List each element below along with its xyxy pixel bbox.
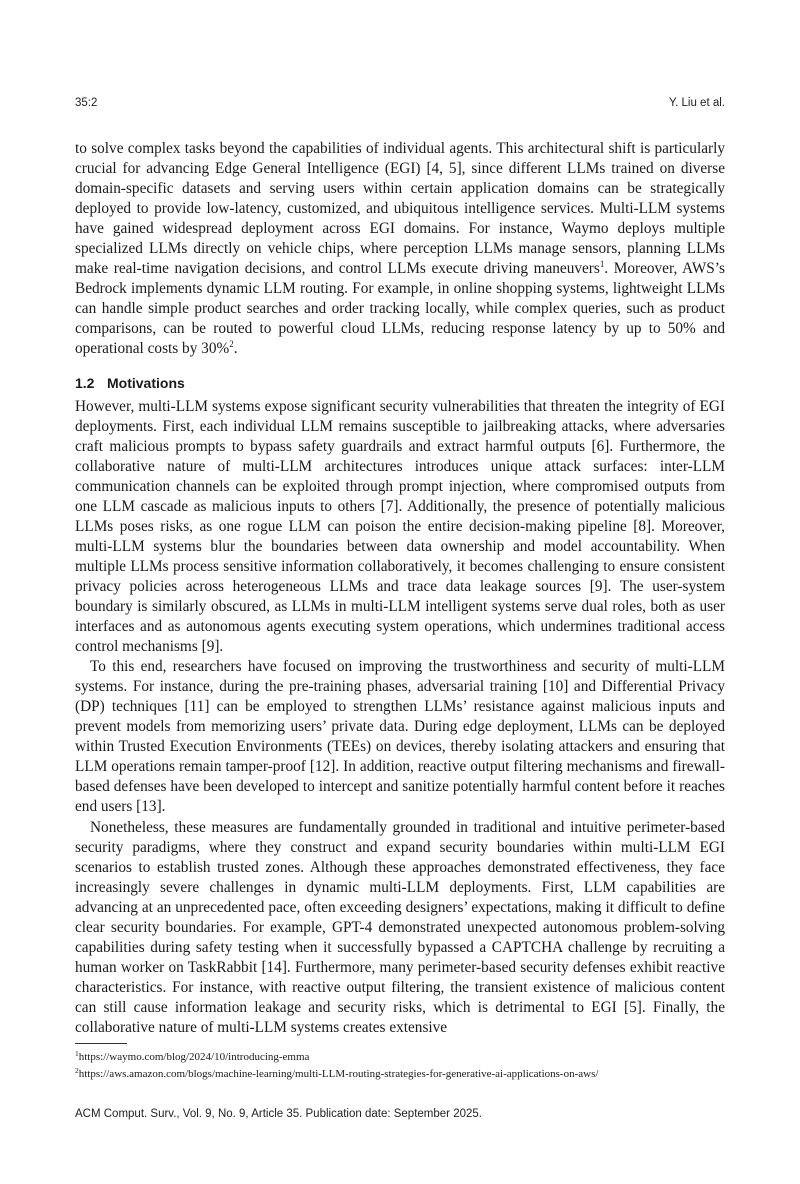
running-header bbox=[75, 97, 725, 117]
footnote-ref-2: 2 bbox=[229, 339, 234, 350]
paragraph-motivations-2: To this end, researchers have focused on improving the trustworthiness and security of multi-LLM systems. For instance, during the pre-training phases, adversarial training [10] and Differential Privacy (DP) techniques [11] can be employed to strengthen LLMs’ resistance against malicious inputs and prevent models from memorizing users’ private data. During edge deployment, LLMs can be deployed within Trusted Execution Environments (TEEs) on devices, thereby isolating attackers and ensuring that LLM operations remain tamper-proof [12]. In addition, reactive output filtering mechanisms and firewall-based defenses have been developed to intercept and sanitize potentially harmful content before it reaches end users [13]. bbox=[75, 658, 725, 816]
paragraph-intro bbox=[75, 139, 725, 360]
page-number: 35:2 bbox=[75, 97, 98, 109]
footnote-marker: 2 bbox=[75, 1065, 79, 1075]
footnote-2 bbox=[75, 1066, 735, 1083]
paragraph-motivations-1: However, multi-LLM systems expose significant security vulnerabilities that threaten the integrity of EGI deployments. First, each individual LLM remains susceptible to jailbreaking attacks, where adversaries craft malicious prompts to bypass safety guardrails and extract harmful outputs [6]. Furthermore, the collaborative nature of multi-LLM architectures introduces unique attack surfaces: inter-LLM communication channels can be exploited through prompt injection, where compromised outputs from one LLM cascade as malicious inputs to others [7]. Additionally, the presence of potentially malicious LLMs poses risks, as one rogue LLM can poison the entire decision-making pipeline [8]. Moreover, multi-LLM systems blur the boundaries between data ownership and model accountability. When multiple LLMs process sensitive information collaboratively, it becomes challenging to ensure consistent privacy policies across heterogeneous LLMs and trace data leakage sources [9]. The user-system boundary is similarly obscured, as LLMs in multi-LLM intelligent systems serve dual roles, both as user interfaces and as autonomous agents executing system operations, which undermines traditional access control mechanisms [9]. bbox=[75, 397, 725, 656]
paragraph-text: to solve complex tasks beyond the capabilities of individual agents. This architectural shift is particularly crucial for advancing Edge General Intelligence (EGI) [4, 5], since different LLMs trained on diverse domain-specific datasets and serving users within certain application domains can be strategically deployed to provide low-latency, customized, and ubiquitous intelligence services. Multi-LLM systems have gained widespread deployment across EGI domains. For instance, Waymo deploys multiple specialized LLMs directly on vehicle chips, where perception LLMs manage sensors, planning LLMs make real-time navigation decisions, and control LLMs execute driving maneuvers bbox=[75, 140, 725, 278]
footnote-1 bbox=[75, 1049, 735, 1066]
section-title: Motivations bbox=[107, 374, 185, 391]
footnote-ref-1: 1 bbox=[599, 259, 605, 270]
main-text bbox=[75, 139, 725, 1038]
footnotes bbox=[75, 1049, 735, 1082]
footnote-link[interactable]: https://aws.amazon.com/blogs/machine-learning/multi-LLM-routing-strategies-for-generative-ai-applications-on-aws/ bbox=[78, 1067, 599, 1080]
paragraph-text: . bbox=[233, 340, 238, 358]
footnote-marker: 1 bbox=[75, 1049, 79, 1058]
footnote-rule bbox=[75, 1043, 127, 1044]
section-number: 1.2 bbox=[75, 374, 95, 391]
paragraph-text: . Moreover, AWS’s Bedrock implements dynamic LLM routing. For example, in online shopping systems, lightweight LLMs can handle simple product searches and order tracking locally, while complex queries, such as product comparisons, can be routed to powerful cloud LLMs, reducing response latency by up to 50% and operational costs by 30% bbox=[75, 260, 725, 358]
paragraph-motivations-3: Nonetheless, these measures are fundamentally grounded in traditional and intuitive perimeter-based security paradigms, where they construct and expand security boundaries within multi-LLM EGI scenarios to establish trusted zones. Although these approaches demonstrated effectiveness, they face increasingly severe challenges in dynamic multi-LLM deployments. First, LLM capabilities are advancing at an unprecedented pace, often exceeding designers’ expectations, making it difficult to define clear security boundaries. For example, GPT-4 demonstrated unexpected autonomous problem-solving capabilities during safety testing when it successfully bypassed a CAPTCHA challenge by recruiting a human worker on TaskRabbit [14]. Furthermore, many perimeter-based security defenses exhibit reactive characteristics. For instance, with reactive output filtering, the transient existence of malicious content can still cause information leakage and security risks, which is detrimental to EGI [5]. Finally, the collaborative nature of multi-LLM systems creates extensive bbox=[75, 818, 725, 1036]
journal-footer: ACM Comput. Surv., Vol. 9, No. 9, Article 35. Publication date: September 2025. bbox=[75, 1108, 482, 1120]
footnote-link[interactable]: https://waymo.com/blog/2024/10/introducing-emma bbox=[78, 1051, 310, 1063]
section-heading bbox=[75, 374, 725, 392]
running-authors: Y. Liu et al. bbox=[668, 97, 725, 109]
